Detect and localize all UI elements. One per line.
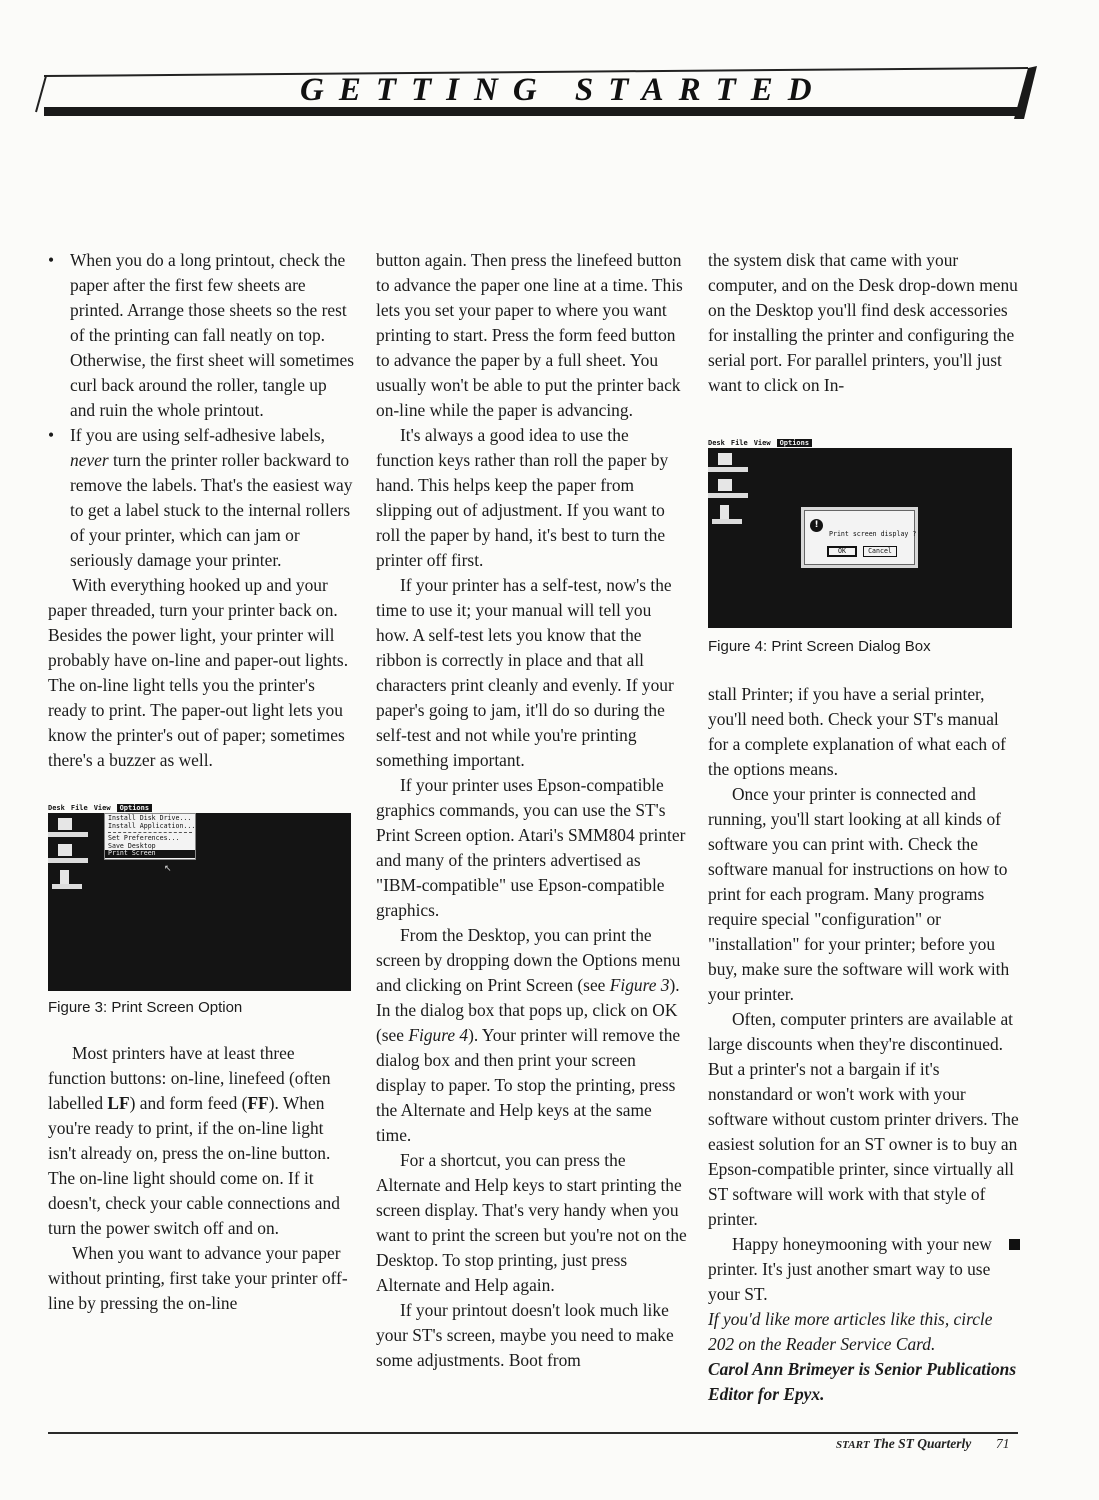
body-paragraph: It's always a good idea to use the function keys rather than roll the paper by hand. This helps keep the paper from slipping out of adjustment. If you want to roll the paper by hand, it's best to turn the printer off first. [376,425,669,570]
figure-3-screen [48,804,351,991]
section-title: GETTING STARTED [300,72,827,108]
bold-lf: LF [107,1093,130,1113]
magazine-name: START [836,1439,870,1451]
author-bio: Carol Ann Brimeyer is Senior Publications Editor for Epyx. [708,1359,1017,1404]
trash-icon [48,869,92,891]
figure-3 [48,804,356,1018]
trash-icon [708,504,752,526]
emphasis-never: never [70,450,109,470]
floppy-disk-b-icon [48,843,92,865]
bullet-item: • If you are using self-adhesive labels, never turn the printer roller backward to remove the labels. That's the easiest way to get a label stuck to the internal rollers of your printer, which can jam or seriously damage your printer. [48,423,356,573]
page-number: 71 [996,1436,1010,1451]
body-paragraph: When you want to advance your paper without printing, first take your printer off-line by pressing the on-line [48,1243,348,1313]
menu-item-set-preferences: Set Preferences... [108,834,180,842]
closing-paragraph: Happy honeymooning with your new printer. It's just another smart way to use your ST. [708,1232,1020,1307]
menu-options: Options [117,804,153,812]
mouse-pointer-icon: ↖ [164,864,172,874]
body-paragraph: Most printers have at least three function buttons: on-line, linefeed (often labelled LF) and form feed (FF). When you're ready to print, if the on-line light isn't already on, press the on-line button. The on-line light should come on. If it doesn't, check your cable connections and turn the power switch off and on. [48,1043,340,1238]
menu-bar [48,803,158,813]
body-paragraph: button again. Then press the linefeed button to advance the paper one line at a time. This lets you set your paper to where you want printing to start. Press the form feed button to advance the paper by a full sheet. You usually won't be able to put the printer back on-line while the paper is advancing. [376,250,683,420]
page-footer [836,1436,1021,1452]
exclamation-icon: ! [810,519,823,532]
cancel-button: Cancel [863,546,897,557]
footer-rule [48,1432,1018,1434]
floppy-disk-b-icon [708,478,752,500]
menu-item-install-application: Install Application... [108,821,196,830]
floppy-disk-a-icon [708,452,752,474]
body-paragraph: If your printer has a self-test, now's the time to use it; your manual will tell you how. A self-test lets you know that the ribbon is correctly in place and that all characters print cleanly and evenly. If your paper's going to jam, it'll do so during the self-test and not while you're printing something important. [376,575,674,770]
header-rule-graphic [0,0,1099,130]
figure-4-caption: Figure 4: Print Screen Dialog Box [708,638,931,655]
menu-desk: Desk [48,804,65,812]
floppy-disk-a-icon [48,817,92,839]
bullet-item: • When you do a long printout, check the paper after the first few sheets are printed. Arrange those sheets so the rest of the printing can fall neatly on top. Otherwise, the first sheet will sometimes curl back around the roller, tangle up and ruin the whole printout. [48,248,356,423]
figure-3-caption: Figure 3: Print Screen Option [48,999,243,1016]
menu-view: View [753,439,771,447]
body-paragraph: From the Desktop, you can print the screen by dropping down the Options menu and clicking on Print Screen (see Figure 3). In the dialog box that pops up, click on OK (see Figure 4). Your printer will remove the dialog box and then print your screen display to paper. To stop the printing, press the Alternate and Help keys at the same time. [376,925,681,1145]
menu-file: File [730,439,748,447]
column-3 [708,248,1020,1407]
column-2 [376,248,688,1373]
print-screen-dialog [804,510,915,565]
body-paragraph: If your printout doesn't look much like your ST's screen, maybe you need to make some adjustments. Boot from [376,1300,674,1370]
menu-view: View [93,804,111,812]
body-paragraph: Often, computer printers are available at large discounts when they're discontinued. But a printer's not a bargain if it's nonstandard or won't work with your software without custom printer drivers. The easiest solution for an ST owner is to buy an Epson-compatible printer, since virtually all ST software will work with that style of printer. [708,1009,1019,1229]
menu-bar [708,438,818,448]
page-header [0,0,1099,130]
options-dropdown-menu [104,813,196,860]
reader-service-note: If you'd like more articles like this, circle 202 on the Reader Service Card. [708,1309,993,1354]
body-paragraph: the system disk that came with your computer, and on the Desk drop-down menu on the Desktop you'll find desk accessories for installing the printer and configuring the serial port. For parallel printers, you'll just want to click on In- [708,250,1018,395]
menu-file: File [70,804,88,812]
magazine-subtitle: The ST Quarterly [873,1436,972,1451]
ok-button: OK [827,546,857,557]
menu-desk: Desk [708,439,725,447]
dialog-message: Print screen display ? [829,530,917,538]
menu-item-save-desktop: Save Desktop [108,841,156,850]
figure-4 [708,439,1020,657]
column-1 [48,248,356,1316]
figure-4-reference: Figure 4 [408,1025,469,1045]
figure-4-screen [708,439,1012,628]
body-paragraph: With everything hooked up and your paper threaded, turn your printer back on. Besides the power light, your printer will probably have on-line and paper-out lights. The on-line light tells you the printer's ready to print. The paper-out light lets you know the printer's out of paper; sometimes there's a buzzer as well. [48,575,349,770]
menu-options: Options [777,439,813,447]
body-paragraph: For a shortcut, you can press the Alternate and Help keys to start printing the screen display. That's very handy when you want to print the screen but you're not on the Desktop. To stop printing, just press Alternate and Help again. [376,1150,687,1295]
end-of-article-mark [1009,1239,1020,1250]
menu-item-install-disk-drive: Install Disk Drive... [108,814,192,822]
body-paragraph: If your printer uses Epson-compatible graphics commands, you can use the ST's Print Screen option. Atari's SMM804 printer and many of the printers advertised as "IBM-compatible" use Epson-compatible graphics. [376,775,686,920]
figure-3-reference: Figure 3 [609,975,670,995]
menu-item-print-screen: Print Screen [105,850,195,858]
body-paragraph: Once your printer is connected and running, you'll start looking at all kinds of software you can print with. Check the software manual for instructions on how to print for each program. Many programs require special "configuration" or "installation" for your printer; before you buy, make sure the software will work with your printer. [708,784,1010,1004]
body-paragraph: stall Printer; if you have a serial printer, you'll need both. Check your ST's manual for a complete explanation of what each of the options means. [708,684,1006,779]
bold-ff: FF [247,1093,269,1113]
